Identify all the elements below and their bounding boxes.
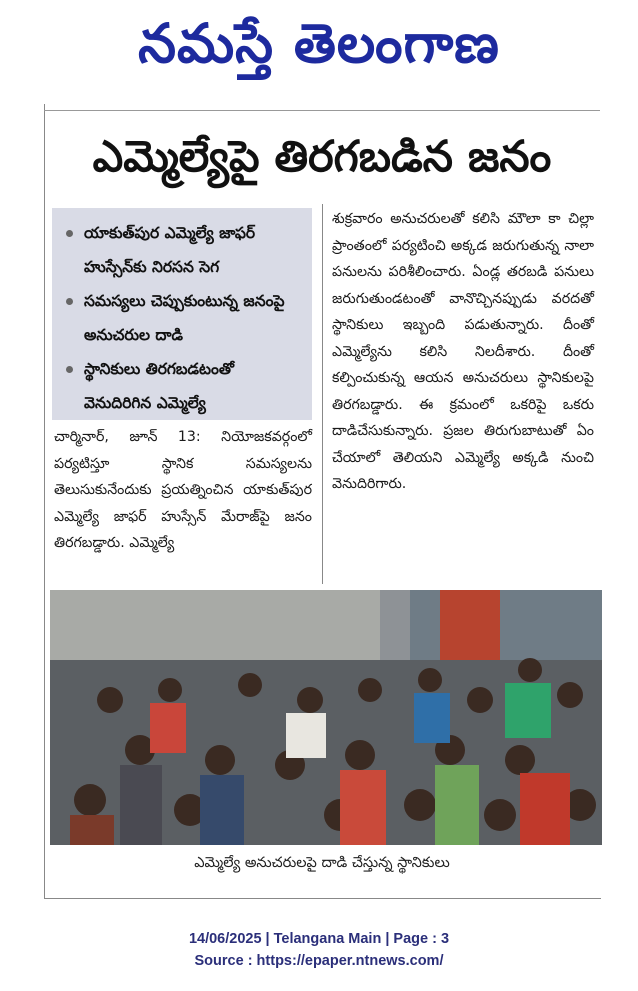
column-divider <box>322 204 323 584</box>
highlight-text: సమస్యలు చెప్పుకుంటున్న జనంపై అనుచరుల దాడి <box>84 292 285 344</box>
crowd-photo-illustration <box>50 590 602 845</box>
highlight-item <box>66 284 306 352</box>
photo-caption: ఎమ్మెల్యే అనుచరులపై దాడి చేస్తున్న స్థానికులు <box>194 855 450 871</box>
highlight-text: యాకుత్‌పుర ఎమ్మెల్యే జాఫర్ హుస్సేన్‌కు నిరసన సెగ <box>84 224 256 276</box>
bullet-icon <box>66 230 73 237</box>
news-photo <box>50 590 602 845</box>
highlights-box <box>52 208 312 420</box>
bullet-icon <box>66 366 73 373</box>
article-body-left: చార్మినార్, జూన్ 13: నియోజకవర్గంలో పర్యటిస్తూ స్థానిక సమస్యలను తెలుసుకునేందుకు ప్రయత్నించిన యాకుత్‌పుర ఎమ్మెల్యే జాఫర్ హుస్సేన్ మేరాజ్‌పై జనం తిరగబడ్డారు. ఎమ్మెల్యే <box>54 429 312 551</box>
masthead-logo: నమస్తే తెలంగాణ <box>138 11 500 75</box>
article-top-rule <box>44 110 600 111</box>
footer-date-edition: 14/06/2025 | Telangana Main | Page : 3 <box>188 931 450 947</box>
article-body-right: శుక్రవారం అనుచరులతో కలిసి మౌలా కా చిల్లా ప్రాంతంలో పర్యటించి అక్కడ జరుగుతున్న నాలా పనులను పరిశీలించారు. ఏండ్ల తరబడి పనులు జరుగుతుండటంతో వానొచ్చినప్పుడు వరదతో స్థానికులు ఇబ్బంది పడుతున్నారు. దీంతో ఎమ్మెల్యేను కలిసి నిలదీశారు. దీంతో కల్పించుకున్న ఆయన అనుచరులు స్థానికులపై తిరగబడ్డారు. ఈ క్రమంలో ఒకరిపై ఒకరు దాడిచేసుకున్నారు. ప్రజల తిరుగుబాటుతో ఏం చేయాలో తెలియని ఎమ్మెల్యే అక్కడి నుంచి వెనుదిరిగారు. <box>332 211 594 492</box>
highlight-item <box>66 352 306 420</box>
highlights-list <box>52 208 312 420</box>
footer <box>0 928 638 972</box>
highlight-item <box>66 216 306 284</box>
footer-source-link[interactable]: Source : https://epaper.ntnews.com/ <box>194 953 444 969</box>
article-headline: ఎమ్మెల్యేపై తిరగబడిన జనం <box>92 132 552 182</box>
highlight-text: స్థానికులు తిరగబడటంతో వెనుదిరిగిన ఎమ్మెల్యే <box>84 360 234 412</box>
bullet-icon <box>66 298 73 305</box>
